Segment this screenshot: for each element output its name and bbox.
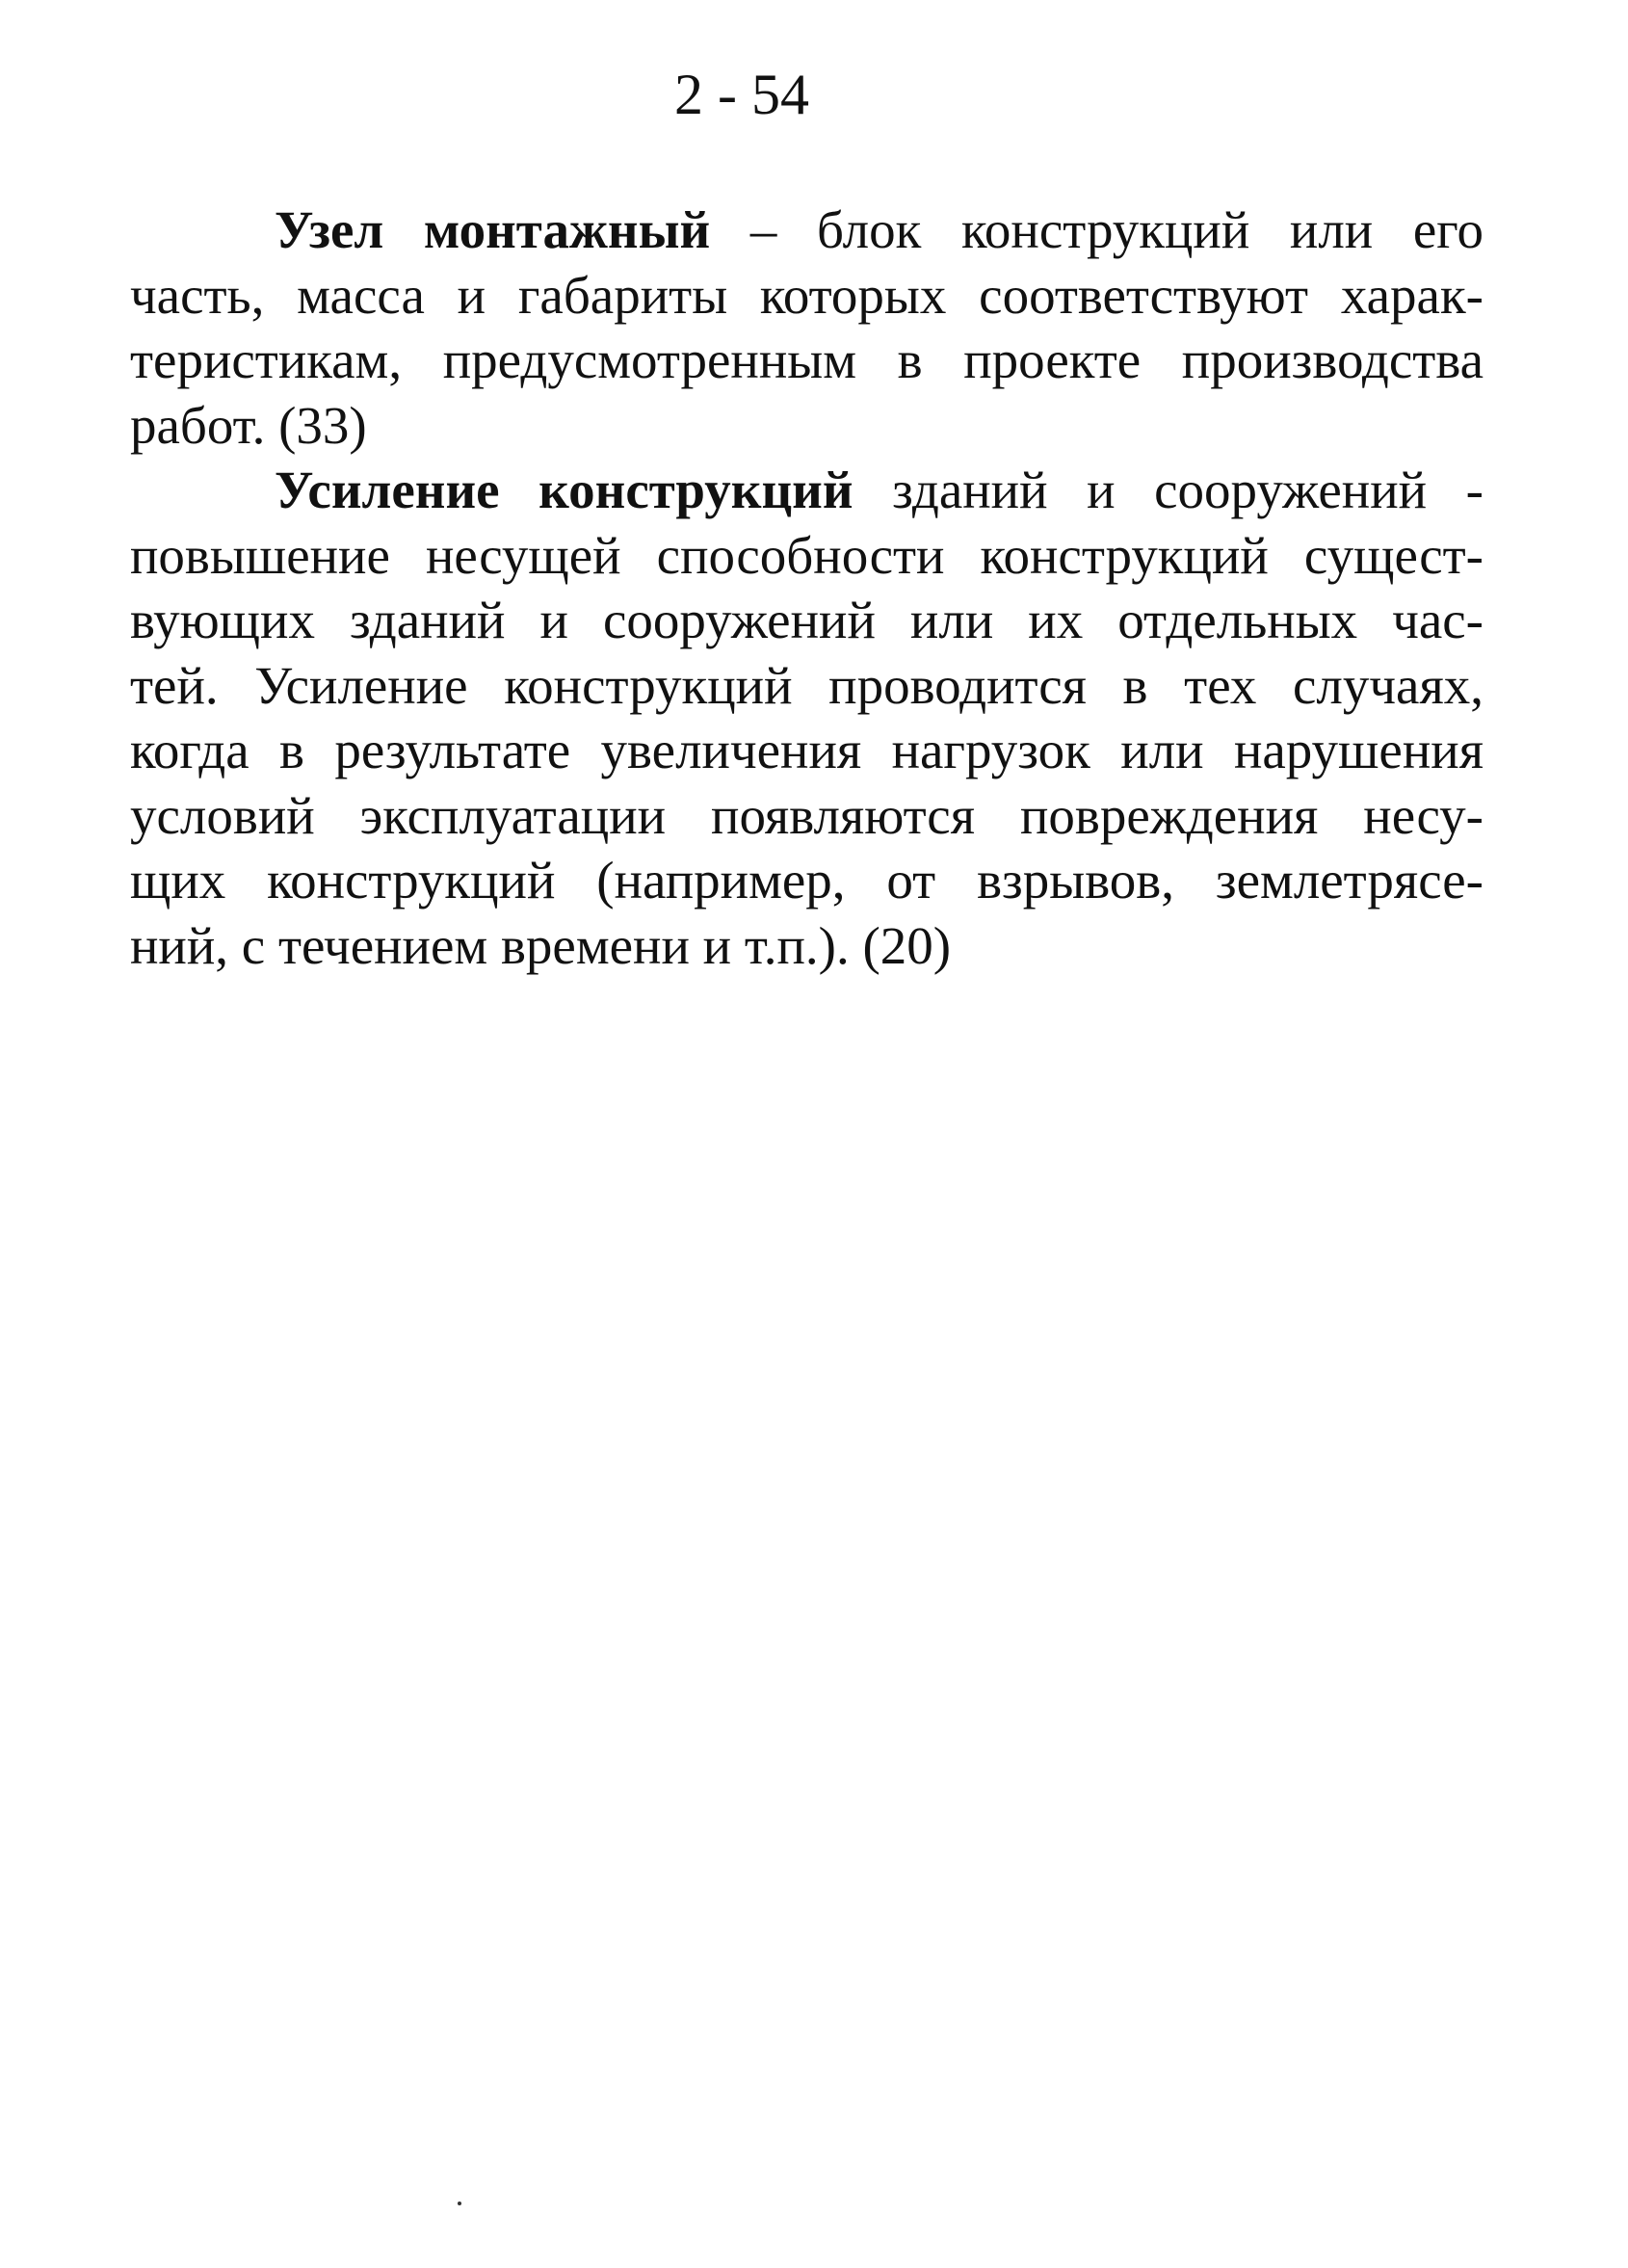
document-body (130, 198, 1484, 978)
definition-text: – блок конструкций или его (710, 200, 1484, 259)
text-line: щих конструкций (например, от взрывов, землетрясе- (130, 851, 1484, 910)
definition-entry-mounting-unit (130, 198, 1484, 458)
text-line: тей. Усиление конструкций проводится в тех случаях, (130, 655, 1484, 715)
text-line: часть, масса и габариты которых соответствуют харак- (130, 265, 1484, 325)
term-heading: Узел монтажный (275, 200, 711, 259)
term-heading: Усиление конструкций (275, 461, 853, 519)
text-line (130, 198, 1484, 263)
text-line: теристикам, предусмотренным в проекте производства (130, 330, 1484, 389)
definition-entry-structure-strengthening (130, 458, 1484, 978)
page-number: 2 - 54 (674, 63, 809, 126)
text-line: условий эксплуатации появляются повреждения несу- (130, 785, 1484, 845)
text-line: когда в результате увеличения нагрузок или нарушения (130, 721, 1484, 779)
definition-text: зданий и сооружений - (853, 461, 1484, 519)
text-line: повышение несущей способности конструкций сущест- (130, 525, 1484, 585)
text-line (130, 458, 1484, 523)
text-line: работ. (33) (130, 395, 367, 455)
text-line: вующих зданий и сооружений или их отдельных час- (130, 591, 1484, 649)
scan-speck (458, 2202, 461, 2205)
text-line: ний, с течением времени и т.п.). (20) (130, 915, 952, 975)
